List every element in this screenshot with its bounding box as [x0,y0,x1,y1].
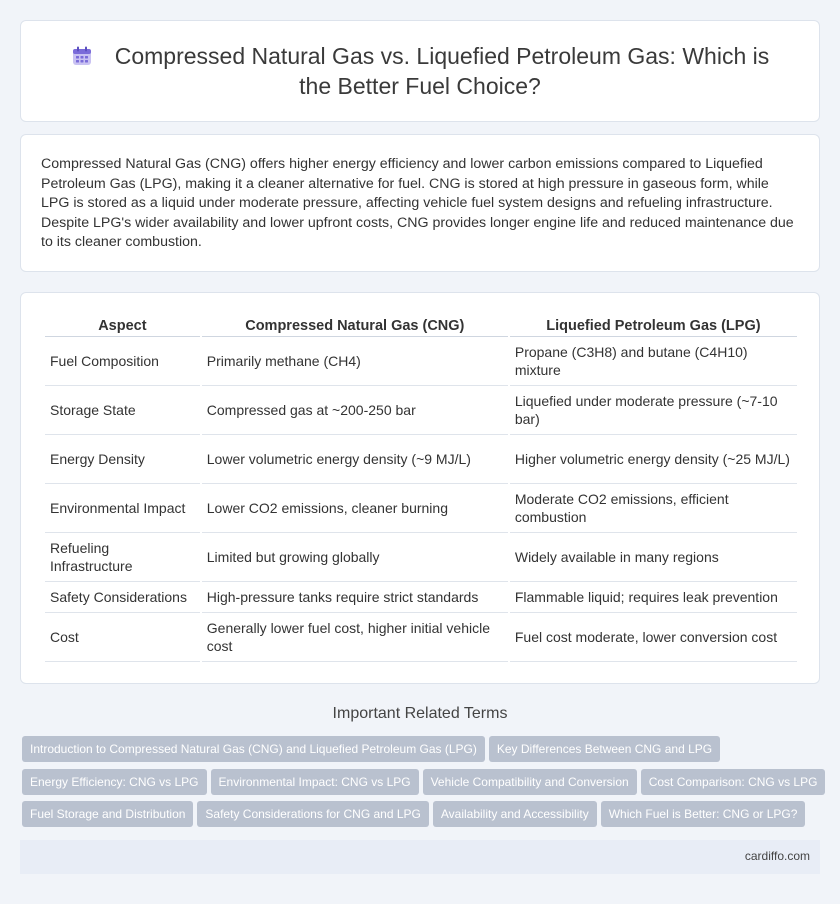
table-cell-aspect: Environmental Impact [45,484,200,533]
related-terms-heading: Important Related Terms [332,705,508,722]
related-tag[interactable]: Fuel Storage and Distribution [22,801,193,827]
table-cell-cng: Lower volumetric energy density (~9 MJ/L) [202,435,508,484]
table-cell-cng: Limited but growing globally [202,533,508,582]
table-cell-aspect: Safety Considerations [45,582,200,613]
related-tag[interactable]: Availability and Accessibility [433,801,597,827]
column-header-aspect: Aspect [45,315,200,337]
table-header-row [45,315,797,337]
table-cell-lpg: Propane (C3H8) and butane (C4H10) mixture [510,337,797,386]
table-cell-cng: High-pressure tanks require strict standards [202,582,508,613]
table-row [45,533,797,582]
related-tag[interactable]: Vehicle Compatibility and Conversion [423,769,637,795]
related-tag[interactable]: Safety Considerations for CNG and LPG [197,801,428,827]
tag-row [22,736,822,769]
table-cell-lpg: Widely available in many regions [510,533,797,582]
table-cell-lpg: Moderate CO2 emissions, efficient combustion [510,484,797,533]
tag-row [22,769,822,802]
related-tag[interactable]: Energy Efficiency: CNG vs LPG [22,769,207,795]
footer [20,840,820,874]
table-cell-cng: Compressed gas at ~200-250 bar [202,386,508,435]
table-cell-lpg: Flammable liquid; requires leak prevention [510,582,797,613]
column-header-cng: Compressed Natural Gas (CNG) [202,315,508,337]
table-cell-aspect: Cost [45,613,200,662]
table-row [45,582,797,613]
table-row [45,613,797,662]
related-tag[interactable]: Key Differences Between CNG and LPG [489,736,720,762]
related-tag[interactable]: Cost Comparison: CNG vs LPG [641,769,826,795]
table-cell-aspect: Storage State [45,386,200,435]
related-tag[interactable]: Introduction to Compressed Natural Gas (CNG) and Liquefied Petroleum Gas (LPG) [22,736,485,762]
table-cell-aspect: Fuel Composition [45,337,200,386]
tag-row [22,801,822,834]
related-terms-tags [22,736,822,834]
related-tag[interactable]: Environmental Impact: CNG vs LPG [211,769,419,795]
table-row [45,386,797,435]
calendar-icon [71,45,93,67]
footer-site-link[interactable]: cardiffo.com [744,849,810,863]
table-row [45,484,797,533]
intro-paragraph: Compressed Natural Gas (CNG) offers higher energy efficiency and lower carbon emissions compared to Liquefied Petroleum Gas (LPG), making it a cleaner alternative for fuel. CNG is stored at high pressure in gaseous form, while LPG is stored as a liquid under moderate pressure, affecting vehicle fuel system designs and refueling infrastructure. Despite LPG's wider availability and lower upfront costs, CNG provides longer engine life and reduced maintenance due to its cleaner combustion. [41,156,794,250]
page-title-wrap [61,41,779,101]
comparison-table-card [20,292,820,684]
title-card [20,20,820,122]
table-cell-cng: Generally lower fuel cost, higher initial vehicle cost [202,613,508,662]
table-cell-lpg: Liquefied under moderate pressure (~7-10 bar) [510,386,797,435]
table-cell-cng: Lower CO2 emissions, cleaner burning [202,484,508,533]
table-cell-lpg: Higher volumetric energy density (~25 MJ/L) [510,435,797,484]
table-cell-lpg: Fuel cost moderate, lower conversion cost [510,613,797,662]
related-tag[interactable]: Which Fuel is Better: CNG or LPG? [601,801,806,827]
intro-card [20,134,820,272]
table-cell-aspect: Energy Density [45,435,200,484]
comparison-table [43,315,799,662]
table-row [45,337,797,386]
table-cell-cng: Primarily methane (CH4) [202,337,508,386]
page-title: Compressed Natural Gas vs. Liquefied Petroleum Gas: Which is the Better Fuel Choice? [114,43,770,99]
table-cell-aspect: Refueling Infrastructure [45,533,200,582]
column-header-lpg: Liquefied Petroleum Gas (LPG) [510,315,797,337]
table-row [45,435,797,484]
